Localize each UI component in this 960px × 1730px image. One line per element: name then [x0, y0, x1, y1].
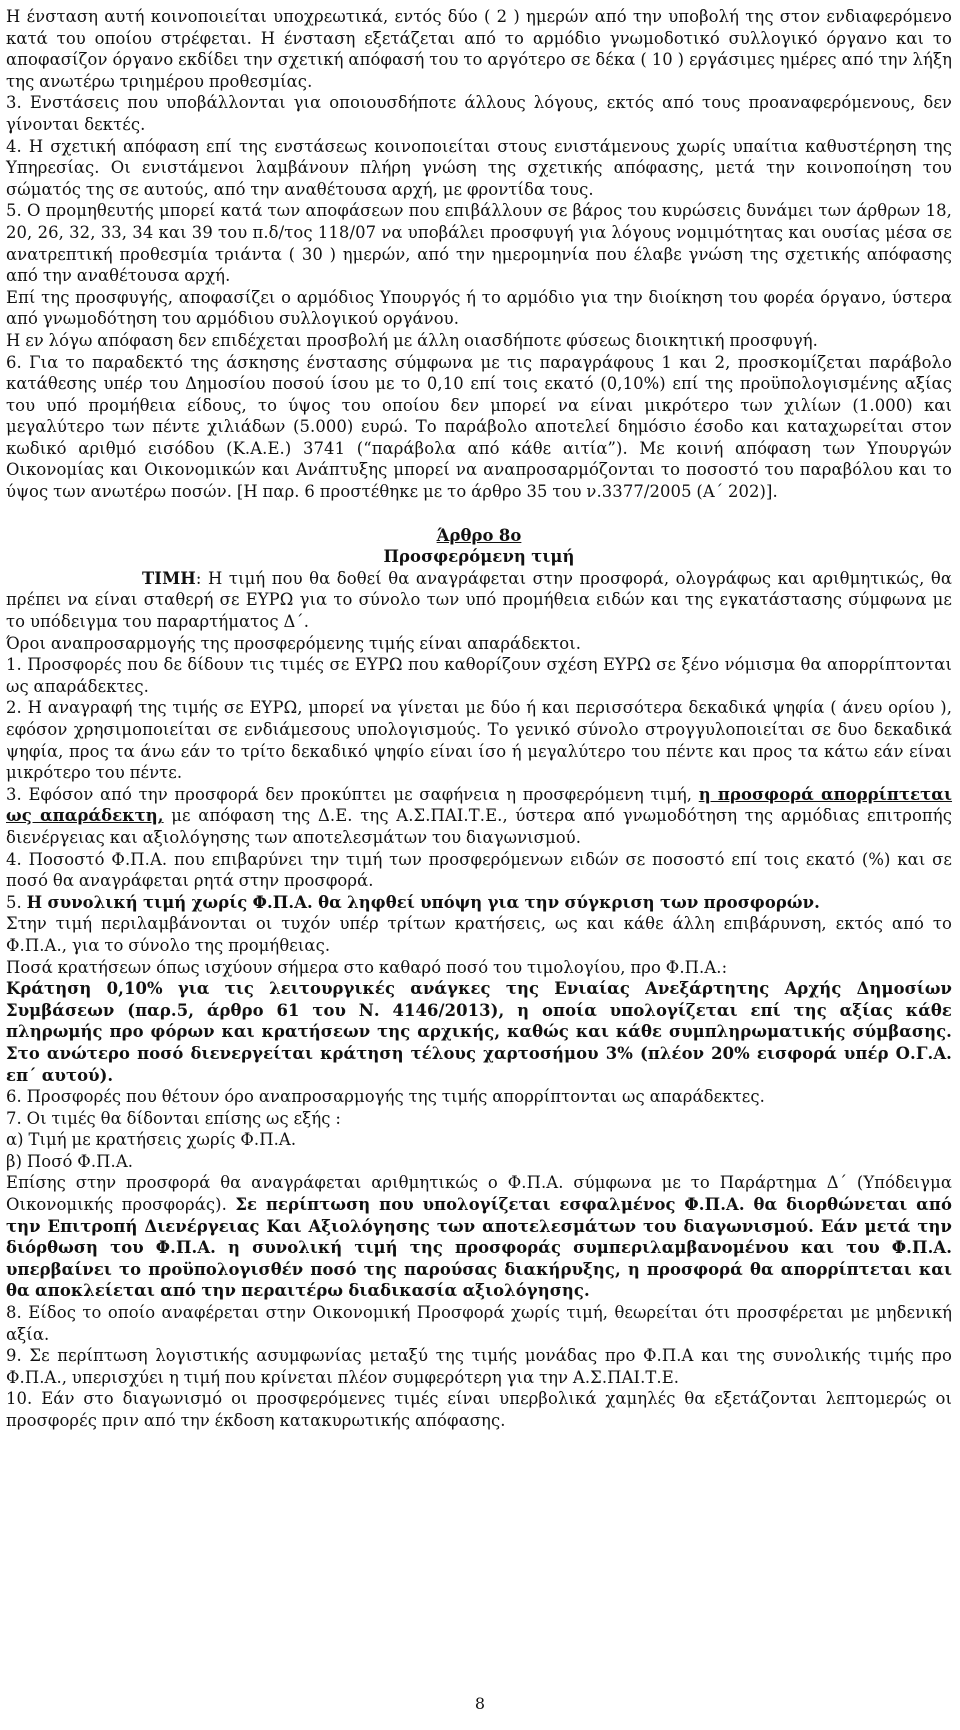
paragraph-price-item-10: 10. Εάν στο διαγωνισμό οι προσφερόμενες τιμές είναι υπερβολικά χαμηλές θα εξετάζονται λεπτομερώς οι προσφορές πριν από την έκδοση κατακυρωτικής απόφασης.: [6, 1389, 952, 1430]
paragraph-objection-notice: Η ένσταση αυτή κοινοποιείται υποχρεωτικά, εντός δύο ( 2 ) ημερών από την υποβολή της στον ενδιαφερόμενο κατά του οποίου στρέφεται. Η ένσταση εξετάζεται από το αρμόδιο γνωμοδοτικό συλλογικό όργανο και το αποφασίζον όργανο εκδίδει την σχετική απόφασή του το αργότερο σε δέκα ( 10 ) εργάσιμες ημέρες από την λήξη της ανωτέρω τριημέρου προθεσμίας.: [6, 7, 952, 91]
paragraph-price-item-8: 8. Είδος το οποίο αναφέρεται στην Οικονομική Προσφορά χωρίς τιμή, θεωρείται ότι προσφέρεται με μηδενική αξία.: [6, 1303, 952, 1344]
price-definition-text: : Η τιμή που θα δοθεί θα αναγράφεται στην προσφορά, ολογράφως και αριθμητικώς, θα πρέπει να είναι σταθερή σε ΕΥΡΩ για το σύνολο των υπό προμήθεια ειδών και της εγκατάστασης σύμφωνα με το υπόδειγμα του παραρτήματος Δ΄.: [6, 568, 952, 632]
article-title: Προσφερόμενη τιμή: [383, 547, 575, 567]
paragraph-price-definition: [6, 568, 952, 633]
page-number: 8: [474, 1694, 486, 1713]
paragraph-price-item-3: 3. Εφόσον από την προσφορά δεν προκύπτει με σαφήνεια η προσφερόμενη τιμή, η προσφορά απορρίπτεται ως απαράδεκτη, με απόφαση της Δ.Ε. της Α.Σ.ΠΑΙ.Τ.Ε., ύστερα από γνωμοδότηση της αρμόδιας επιτροπής διενέργειας και αξιολόγησης των αποτελεσμάτων του διαγωνισμού.: [6, 784, 953, 847]
paragraph-item-5: 5. Ο προμηθευτής μπορεί κατά των αποφάσεων που επιβάλλουν σε βάρος του κυρώσεις δυνάμει των άρθρων 18, 20, 26, 32, 33, 34 και 39 του π.δ/τος 118/07 να υποβάλει προσφυγή για λόγους νομιμότητας και ουσίας μέσα σε ανατρεπτική προθεσμία τριάντα ( 30 ) ημερών, από την ημερομηνία που έλαβε γνώση της σχετικής απόφασης από την αναθέτουσα αρχή.: [6, 201, 952, 286]
paragraph-price-item-4: 4. Ποσοστό Φ.Π.Α. που επιβαρύνει την τιμή των προσφερόμενων ειδών σε ποσοστό επί τοις εκατό (%) και σε ποσό θα αναγράφεται ρητά στην προσφορά.: [6, 849, 952, 891]
paragraph-item-7a: α) Τιμή με κρατήσεις χωρίς Φ.Π.Α.: [6, 1130, 297, 1150]
paragraph-deductions-intro: Ποσά κρατήσεων όπως ισχύουν σήμερα στο καθαρό ποσό του τιμολογίου, προ Φ.Π.Α.:: [6, 957, 728, 977]
paragraph-included-charges: Στην τιμή περιλαμβάνονται οι τυχόν υπέρ τρίτων κρατήσεις, ως και κάθε άλλη επιβάρυνση, εκτός από το Φ.Π.Α., για το σύνολο της προμήθειας.: [6, 914, 952, 955]
paragraph-price-item-7: 7. Οι τιμές θα δίδονται επίσης ως εξής :: [6, 1108, 341, 1128]
price-label: ΤΙΜΗ: [142, 568, 196, 588]
paragraph-deduction-details: Κράτηση 0,10% για τις λειτουργικές ανάγκες της Ενιαίας Ανεξάρτητης Αρχής Δημοσίων Συμβάσεων (παρ.5, άρθρο 61 του Ν. 4146/2013), η οποία υπολογίζεται επί της αξίας κάθε πληρωμής προ φόρων και κρατήσεων της αρχικής, καθώς και κάθε συμπληρωματικής σύμβασης. Στο ανώτερο ποσό διενεργείται κράτηση τέλους χαρτοσήμου 3% (πλέον 20% εισφορά υπέρ Ο.Γ.Α. επ΄ αυτού).: [6, 979, 952, 1085]
paragraph-price-item-6: 6. Προσφορές που θέτουν όρο αναπροσαρμογής της τιμής απορρίπτονται ως απαράδεκτες.: [6, 1087, 765, 1107]
paragraph-adjustment-terms: Όροι αναπροσαρμογής της προσφερόμενης τιμής είναι απαράδεκτοι.: [6, 633, 582, 653]
article-number: Άρθρο 8ο: [436, 525, 522, 545]
document-body: [6, 6, 952, 1432]
paragraph-item-6-fee: 6. Για το παραδεκτό της άσκησης ένστασης σύμφωνα με τις παραγράφους 1 και 2, προσκομίζεται παράβολο κατάθεσης υπέρ του Δημοσίου ποσού ίσου με το 0,10 επί τοις εκατό (0,10%) επί της προϋπολογισμένης αξίας του υπό προμήθεια είδους, το ύψος του οποίου δεν μπορεί να είναι μικρότερο των χιλίων (1.000) και μεγαλύτερο των πέντε χιλιάδων (5.000) ευρώ. Το παράβολο αποτελεί δημόσιο έσοδο και καταχωρείται στον κωδικό αριθμό εισόδου (Κ.Α.Ε.) 3741 (“παράβολα από κάθε αιτία”). Με κοινή απόφαση των Υπουργών Οικονομίας και Οικονομικών και Ανάπτυξης μπορεί να αναπροσαρμόζονται το ποσοστό του παραβόλου και το ύψος των ανωτέρω ποσών. [Η παρ. 6 προστέθηκε με το άρθρο 35 του ν.3377/2005 (Α΄ 202)].: [6, 352, 952, 502]
paragraph-price-item-5: 5. Η συνολική τιμή χωρίς Φ.Π.Α. θα ληφθεί υπόψη για την σύγκριση των προσφορών.: [6, 892, 820, 912]
rejection-emphasis: η προσφορά απορρίπτεται ως απαράδεκτη,: [6, 784, 953, 826]
paragraph-item-4: 4. Η σχετική απόφαση επί της ενστάσεως κοινοποιείται στους ενιστάμενους χωρίς υπαίτια καθυστέρηση της Υπηρεσίας. Οι ενιστάμενοι λαμβάνουν πλήρη γνώση της σχετικής απόφασης, μετά την κοινοποίηση του σώματός της σε αυτούς, από την αναθέτουσα αρχή, με φροντίδα τους.: [6, 136, 952, 199]
comparison-emphasis: Η συνολική τιμή χωρίς Φ.Π.Α. θα ληφθεί υπόψη για την σύγκριση των προσφορών.: [26, 892, 820, 912]
paragraph-price-item-2: 2. Η αναγραφή της τιμής σε ΕΥΡΩ, μπορεί να γίνεται με δύο ή και περισσότερα δεκαδικά ψηφία ( άνευ ορίου ), εφόσον χρησιμοποιείται σε ενδιάμεσους υπολογισμούς. Το γενικό σύνολο στρογγυλοποιείται σε δυο δεκαδικά ψηφία, προς τα άνω εάν το τρίτο δεκαδικό ψηφίο είναι ίσο ή μεγαλύτερο του πέντε και προς τα κάτω εάν είναι μικρότερο του πέντε.: [6, 698, 952, 783]
article-heading: [6, 525, 952, 547]
paragraph-item-3: 3. Ενστάσεις που υποβάλλονται για οποιουσδήποτε άλλους λόγους, εκτός από τους προαναφερόμενους, δεν γίνονται δεκτές.: [6, 93, 952, 134]
paragraph-item-7b: β) Ποσό Φ.Π.Α.: [6, 1151, 134, 1171]
paragraph-price-item-1: 1. Προσφορές που δε δίδουν τις τιμές σε ΕΥΡΩ που καθορίζουν σχέση ΕΥΡΩ σε ξένο νόμισμα θα απορρίπτονται ως απαράδεκτες.: [6, 655, 952, 696]
paragraph-price-item-9: 9. Σε περίπτωση λογιστικής ασυμφωνίας μεταξύ της τιμής μονάδας προ Φ.Π.Α και της συνολικής τιμής προ Φ.Π.Α., υπερισχύει η τιμή που κρίνεται πλέον συμφερότερη για την Α.Σ.ΠΑΙ.Τ.Ε.: [6, 1346, 952, 1387]
paragraph-vat-correction: Επίσης στην προσφορά θα αναγράφεται αριθμητικώς ο Φ.Π.Α. σύμφωνα με το Παράρτημα Δ΄ (Υπόδειγμα Οικονομικής προσφοράς). Σε περίπτωση που υπολογίζεται εσφαλμένος Φ.Π.Α. θα διορθώνεται από την Επιτροπή Διενέργειας Και Αξιολόγησης των αποτελεσμάτων του διαγωνισμού. Εάν μετά την διόρθωση του Φ.Π.Α. η συνολική τιμή της προσφοράς συμπεριλαμβανομένου και του Φ.Π.Α. υπερβαίνει το προϋπολογισθέν ποσό της παρούσας διακήρυξης, η προσφορά θα απορρίπτεται και θα αποκλείεται από την περαιτέρω διαδικασία αξιολόγησης.: [6, 1173, 953, 1301]
paragraph-no-further-appeal: Η εν λόγω απόφαση δεν επιδέχεται προσβολή με άλλη οιασδήποτε φύσεως διοικητική προσφυγή.: [6, 330, 818, 350]
vat-correction-emphasis: Σε περίπτωση που υπολογίζεται εσφαλμένος Φ.Π.Α. θα διορθώνεται από την Επιτροπή Διενέργειας Και Αξιολόγησης των αποτελεσμάτων του διαγωνισμού. Εάν μετά την διόρθωση του Φ.Π.Α. η συνολική τιμή της προσφοράς συμπεριλαμβανομένου και του Φ.Π.Α. υπερβαίνει το προϋπολογισθέν ποσό της παρούσας διακήρυξης, η προσφορά θα απορρίπτεται και θα αποκλείεται από την περαιτέρω διαδικασία αξιολόγησης.: [6, 1195, 953, 1301]
paragraph-appeal-decision: Επί της προσφυγής, αποφασίζει ο αρμόδιος Υπουργός ή το αρμόδιο για την διοίκηση του φορέα όργανο, ύστερα από γνωμοδότηση του αρμόδιου συλλογικού οργάνου.: [6, 287, 952, 329]
